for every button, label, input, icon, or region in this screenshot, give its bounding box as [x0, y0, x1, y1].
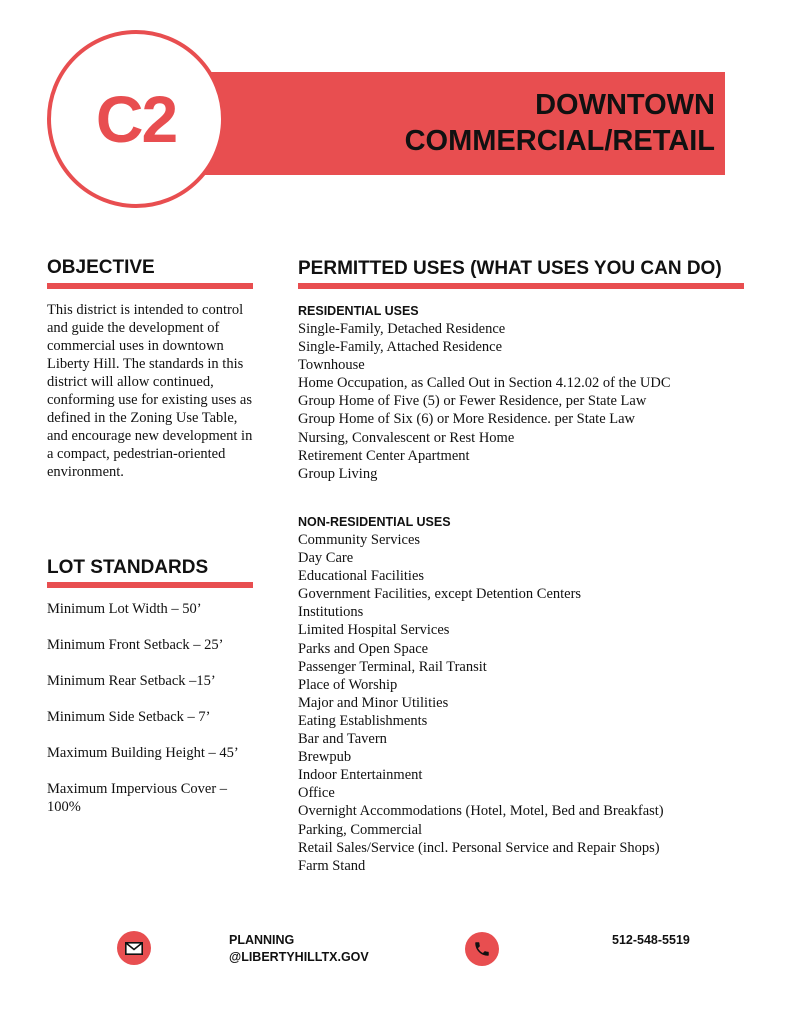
list-item: Major and Minor Utilities: [298, 694, 449, 711]
list-item: Overnight Accommodations (Hotel, Motel, Bed and Breakfast): [298, 803, 664, 820]
objective-heading: OBJECTIVE: [47, 257, 155, 278]
list-item: Parking, Commercial: [298, 821, 423, 838]
list-item: Single-Family, Detached Residence: [298, 321, 506, 337]
objective-rule: [47, 283, 253, 289]
non-residential-uses-heading: NON-RESIDENTIAL USES: [298, 515, 451, 529]
list-item: Home Occupation, as Called Out in Section 4.12.02 of the UDC: [298, 375, 671, 392]
lot-standard-item: Maximum Impervious Cover – 100%: [47, 781, 228, 815]
list-item: Brewpub: [298, 749, 352, 766]
lot-standards-heading: LOT STANDARDS: [47, 557, 209, 578]
district-badge: [47, 30, 225, 208]
residential-uses-list: [298, 302, 768, 483]
district-title: [405, 87, 715, 159]
list-item: Retirement Center Apartment: [298, 447, 470, 464]
list-item: Townhouse: [298, 357, 365, 374]
list-item: Parks and Open Space: [298, 640, 429, 657]
phone-icon: [465, 932, 499, 966]
objective-text: This district is intended to control and guide the development of commercial uses in downtown Liberty Hill. The standards in this district will allow continued, conforming use for existing uses as defined in the Zoning Use Table, and encourage new development in a compact, pedestrian-oriented environment.: [47, 302, 253, 480]
title-line-1: DOWNTOWN: [535, 89, 715, 121]
lot-standard-item: Minimum Lot Width – 50’: [47, 601, 202, 617]
lot-standard-item: Minimum Rear Setback –15’: [47, 673, 216, 689]
list-item: Indoor Entertainment: [298, 767, 423, 784]
list-item: Group Home of Six (6) or More Residence. per State Law: [298, 411, 636, 428]
contact-email[interactable]: [229, 932, 369, 966]
list-item: Day Care: [298, 550, 354, 567]
list-item: Educational Facilities: [298, 568, 425, 585]
list-item: Limited Hospital Services: [298, 622, 450, 639]
list-item: Retail Sales/Service (incl. Personal Service and Repair Shops): [298, 839, 660, 856]
list-item: Single-Family, Attached Residence: [298, 339, 503, 356]
lot-standards-list: [47, 600, 262, 834]
district-code: C2: [95, 82, 177, 156]
list-item: Group Living: [298, 465, 378, 482]
lot-standards-rule: [47, 582, 253, 588]
list-item: Eating Establishments: [298, 712, 428, 729]
list-item: Passenger Terminal, Rail Transit: [298, 658, 487, 675]
permitted-uses-heading: PERMITTED USES (WHAT USES YOU CAN DO): [298, 258, 722, 279]
title-line-2: COMMERCIAL/RETAIL: [404, 125, 715, 157]
list-item: Office: [298, 785, 335, 802]
lot-standard-item: Minimum Side Setback – 7’: [47, 709, 211, 725]
list-item: Farm Stand: [298, 857, 366, 874]
list-item: Government Facilities, except Detention Centers: [298, 586, 582, 603]
list-item: Nursing, Convalescent or Rest Home: [298, 429, 515, 446]
list-item: Bar and Tavern: [298, 731, 387, 748]
list-item: Institutions: [298, 604, 364, 621]
lot-standard-item: Maximum Building Height – 45’: [47, 745, 239, 761]
email-line-2: @LIBERTYHILLTX.GOV: [229, 950, 369, 964]
list-item: Group Home of Five (5) or Fewer Residence, per State Law: [298, 393, 647, 410]
contact-phone[interactable]: 512-548-5519: [612, 933, 690, 947]
email-line-1: PLANNING: [229, 933, 295, 947]
email-icon: [117, 931, 151, 965]
list-item: Community Services: [298, 532, 421, 548]
residential-uses-heading: RESIDENTIAL USES: [298, 304, 419, 318]
list-item: Place of Worship: [298, 676, 398, 693]
non-residential-uses-list: [298, 513, 768, 875]
permitted-uses-rule: [298, 283, 744, 289]
lot-standard-item: Minimum Front Setback – 25’: [47, 637, 224, 653]
